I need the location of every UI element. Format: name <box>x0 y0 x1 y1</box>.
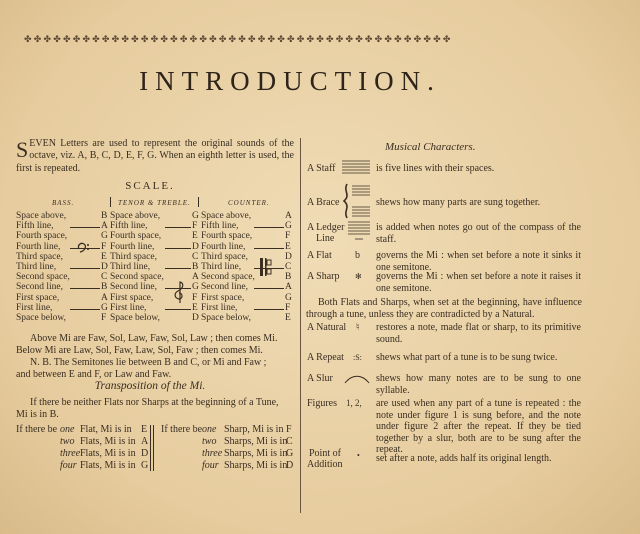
scale-counter-note: G <box>285 292 292 303</box>
flat-icon: b <box>355 250 360 261</box>
musical-characters-heading: Musical Characters. <box>385 141 476 153</box>
scale-bass-position: Fourth space, <box>16 231 68 242</box>
repeat-label: A Repeat <box>307 352 344 363</box>
scale-tenor-note: F <box>192 292 198 303</box>
sharp-label: A Sharp <box>307 271 340 282</box>
scale-counter-note: E <box>285 241 291 252</box>
flats-note: G <box>141 460 149 471</box>
scale-counter-position: First line, <box>201 302 238 313</box>
scale-counter-note: E <box>285 313 291 323</box>
flats-rest: Flats, Mi is in <box>80 436 136 447</box>
scale-tenor-note: D <box>192 313 199 323</box>
sharps-note: C <box>286 436 293 447</box>
scale-counter-note: C <box>285 262 292 272</box>
transposition-divider <box>153 425 154 471</box>
sharps-rest: Sharp, Mi is in <box>224 424 284 435</box>
repeat-description: shews what part of a tune is to be sung twice. <box>376 352 558 363</box>
scale-bass-note: E <box>101 251 107 262</box>
scale-tenor-note: A <box>192 272 199 283</box>
transposition-divider <box>150 425 151 471</box>
scale-counter-note: F <box>285 302 291 313</box>
scale-bass-note: A <box>101 221 108 232</box>
scale-bass-position: Third line, <box>16 262 57 272</box>
staff-label: A Staff <box>307 163 336 174</box>
flats-note: E <box>141 424 148 435</box>
sharp-description: governs the Mi : when set before a note it raises it one semitone. <box>376 271 581 294</box>
scale-tenor-note: E <box>192 231 198 242</box>
ledger-label-line: Line <box>316 233 335 244</box>
scale-tenor-position: First line, <box>110 302 147 313</box>
scale-counter-position: Space above, <box>201 211 252 221</box>
scale-counter-position: Space below, <box>201 313 252 323</box>
intro-paragraph <box>16 138 294 175</box>
scale-bass-position: Fourth line, <box>16 241 61 252</box>
sharps-num: one <box>202 424 217 435</box>
sharps-num: four <box>202 460 219 471</box>
staff-line-dash <box>165 227 191 228</box>
scale-tenor-note: G <box>192 282 199 293</box>
transposition-intro-2: Mi is in B. <box>16 409 59 420</box>
point-label-line-2: Addition <box>307 459 343 470</box>
flats-note: A <box>141 436 149 447</box>
sharps-rest: Sharps, Mi is in <box>224 436 288 447</box>
treble-clef-icon <box>172 280 186 304</box>
scale-bass-position: Second line, <box>16 282 63 293</box>
mi-line-4: and between E and F, or Law and Faw. <box>16 369 172 380</box>
scale-counter-position: Fourth line, <box>201 241 246 252</box>
flats-num: two <box>60 436 75 447</box>
staff-line-dash <box>165 268 191 269</box>
flat-description: governs the Mi : when set before a note it sinks it one semitone. <box>376 250 581 273</box>
point-label: Point of <box>309 448 341 459</box>
counter-clef-icon <box>258 257 272 277</box>
bass-clef-icon <box>76 241 92 253</box>
ornament-border: ✤✤✤✤✤✤✤✤✤✤✤✤✤✤✤✤✤✤✤✤✤✤✤✤✤✤✤✤✤✤✤✤✤✤✤✤✤✤✤✤✤✤✤✤ <box>24 34 453 44</box>
staff-line-dash <box>165 309 191 310</box>
mi-line-2: Below Mi are Law, Sol, Faw, Law, Sol, Faw ; then comes Mi. <box>16 345 263 356</box>
scale-bass-position: Fifth line, <box>16 221 54 232</box>
scale-bass-note: A <box>101 292 108 303</box>
sharps-num: two <box>202 436 217 447</box>
ledger-label: A Ledger <box>307 222 345 233</box>
sharps-rest: Sharps, Mi is in <box>224 460 288 471</box>
sharps-note: D <box>286 460 294 471</box>
scale-tenor-position: Second line, <box>110 282 157 293</box>
scale-heading: SCALE. <box>125 180 175 192</box>
scale-tenor-position: Space below, <box>110 313 161 323</box>
flats-rest: Flats, Mi is in <box>80 460 136 471</box>
scale-tenor-note: E <box>192 302 198 313</box>
scale-bass-position: Space below, <box>16 313 67 323</box>
slur-icon <box>344 374 370 384</box>
brace-icon <box>342 183 372 219</box>
column-header-bass: BASS. <box>52 199 75 207</box>
scale-counter-note: A <box>285 282 292 293</box>
mi-line-1: Above Mi are Faw, Sol, Law, Faw, Sol, Law ; then comes Mi. <box>30 333 278 344</box>
scale-tenor-position: Second space, <box>110 272 164 283</box>
scale-tenor-note: B <box>192 262 199 272</box>
staff-line-dash <box>254 309 284 310</box>
scale-counter-position: Second space, <box>201 272 255 283</box>
point-icon: • <box>357 451 360 460</box>
staff-line-dash <box>70 268 100 269</box>
sharps-rest: Sharps, Mi is in <box>224 448 288 459</box>
repeat-icon: :S: <box>353 353 362 362</box>
scale-counter-position: Fifth line, <box>201 221 239 232</box>
scale-bass-note: G <box>101 231 108 242</box>
scale-counter-note: A <box>285 211 292 221</box>
flats-num: one <box>60 424 75 435</box>
ledger-description: is added when notes go out of the compass of the staff. <box>376 222 581 245</box>
scale-tenor-position: Fourth line, <box>110 241 155 252</box>
column-header-counter: COUNTER. <box>228 199 270 207</box>
staff-line-dash <box>254 288 284 289</box>
sharps-num: three <box>202 448 223 459</box>
transposition-intro-1: If there be neither Flats nor Sharps at the beginning of a Tune, <box>30 397 279 408</box>
scale-counter-position: Third line, <box>201 262 242 272</box>
brace-description: shews how many parts are sung together. <box>376 197 541 208</box>
flats-note: D <box>141 448 149 459</box>
scale-counter-note: D <box>285 251 292 262</box>
scale-bass-position: First space, <box>16 292 60 303</box>
scale-bass-position: Third space, <box>16 251 63 262</box>
header-bracket <box>198 197 199 207</box>
natural-label: A Natural <box>307 322 347 333</box>
scale-bass-note: C <box>101 272 108 283</box>
staff-line-dash <box>70 288 100 289</box>
scale-bass-position: Space above, <box>16 211 67 221</box>
scale-bass-note: B <box>101 282 108 293</box>
figures-description: are used when any part of a tune is repeated : the note under figure 1 is sung before, and the note under figure 2 after the repeat. If they be tied together by a slur, both are to be sung after the repeat. <box>376 398 581 455</box>
staff-line-dash <box>254 248 284 249</box>
header-bracket <box>110 197 111 207</box>
scale-counter-position: Fourth space, <box>201 231 253 242</box>
intro-text: EVEN Letters are used to represent the original sounds of the octave, viz. A, B, C, D, E, F, G. When an eighth letter is used, the first is repeated. <box>16 138 294 174</box>
flat-label: A Flat <box>307 250 332 261</box>
sharp-icon: ✻ <box>355 272 362 281</box>
column-header-tenor: TENOR & TREBLE. <box>118 199 191 207</box>
scale-bass-position: Second space, <box>16 272 70 283</box>
scale-tenor-position: Third line, <box>110 262 151 272</box>
sharps-pre: If there be <box>161 424 203 435</box>
brace-label: A Brace <box>307 197 340 208</box>
slur-description: shews how many notes are to be sung to one syllable. <box>376 373 581 396</box>
column-divider <box>300 138 301 513</box>
flats-rest: Flats, Mi is in <box>80 448 136 459</box>
scale-tenor-note: F <box>192 221 198 232</box>
scale-tenor-note: D <box>192 241 199 252</box>
scale-tenor-position: Fourth space, <box>110 231 162 242</box>
scale-counter-position: Second line, <box>201 282 248 293</box>
scale-counter-note: F <box>285 231 291 242</box>
scale-tenor-note: C <box>192 251 199 262</box>
sharps-note: G <box>286 448 294 459</box>
scale-bass-note: D <box>101 262 108 272</box>
figures-label: Figures <box>307 398 337 409</box>
drop-cap: S <box>16 137 29 162</box>
mi-line-3: N. B. The Semitones lie between B and C, or Mi and Faw ; <box>30 357 267 368</box>
scale-counter-position: Third space, <box>201 251 248 262</box>
scale-bass-note: G <box>101 302 108 313</box>
scale-tenor-position: Third space, <box>110 251 157 262</box>
scale-counter-note: B <box>285 272 292 283</box>
flats-num: four <box>60 460 77 471</box>
scale-bass-position: First line, <box>16 302 53 313</box>
flats-pre: If there be <box>16 424 58 435</box>
point-description: set after a note, adds half its original length. <box>376 453 552 464</box>
staff-line-dash <box>254 227 284 228</box>
figures-icon: 1, 2, <box>346 398 362 408</box>
scale-bass-note: B <box>101 211 108 221</box>
sharps-note: F <box>286 424 292 435</box>
scale-tenor-position: First space, <box>110 292 154 303</box>
ledger-line-icon <box>348 220 370 242</box>
page-title: INTRODUCTION. <box>139 66 441 96</box>
natural-icon: ♮ <box>356 322 360 333</box>
natural-description: restores a note, made flat or sharp, to its primitive sound. <box>376 322 581 345</box>
flats-sharps-note: Both Flats and Sharps, when set at the beginning, have influence through a tune, unless they are contradicted by a Natural. <box>306 297 582 320</box>
scale-bass-note: F <box>101 241 107 252</box>
scale-counter-note: G <box>285 221 292 232</box>
staff-description: is five lines with their spaces. <box>376 163 495 174</box>
scale-tenor-position: Space above, <box>110 211 161 221</box>
scale-bass-note: F <box>101 313 107 323</box>
flats-rest: Flat, Mi is in <box>80 424 132 435</box>
scale-tenor-position: Fifth line, <box>110 221 148 232</box>
staff-line-dash <box>70 227 100 228</box>
flats-num: three <box>60 448 81 459</box>
slur-label: A Slur <box>307 373 333 384</box>
staff-line-dash <box>165 248 191 249</box>
scale-tenor-note: G <box>192 211 199 221</box>
staff-icon <box>342 160 370 174</box>
scale-counter-position: First space, <box>201 292 245 303</box>
transposition-heading: Transposition of the Mi. <box>94 380 206 392</box>
staff-line-dash <box>70 309 100 310</box>
